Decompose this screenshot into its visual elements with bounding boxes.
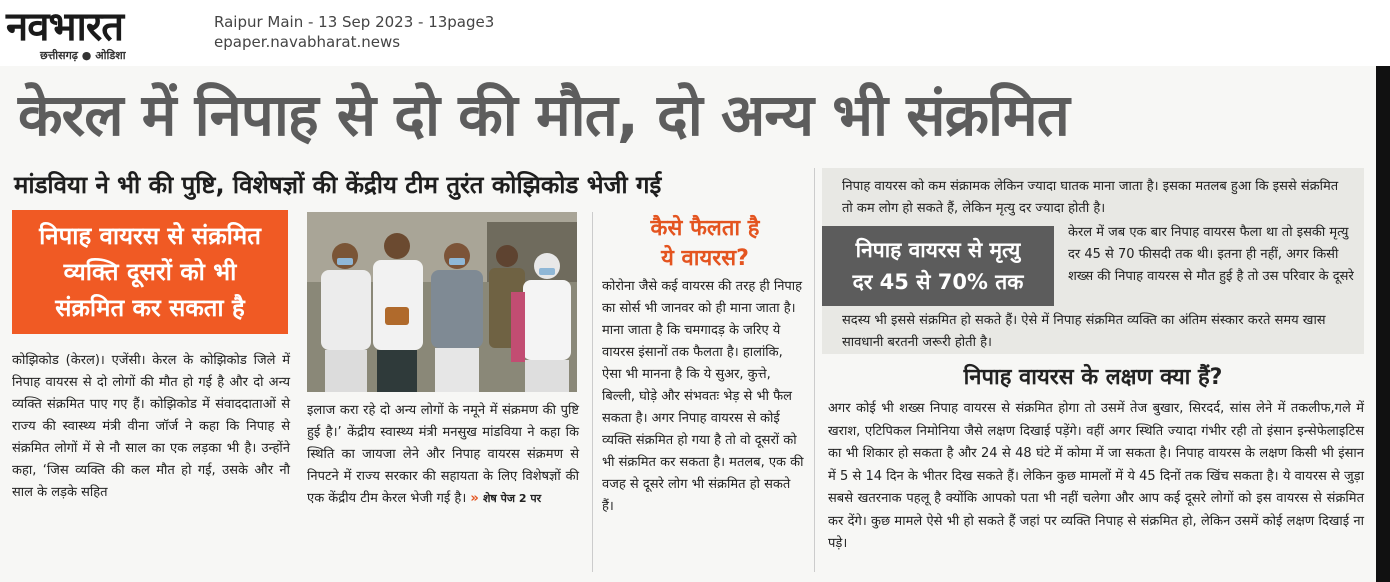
sidebar-title-line: कैसे फैलता है [650,216,760,241]
highlight-line: संक्रमित कर सकता है [55,294,245,322]
stat-callout-line: दर 45 से 70% तक [852,270,1024,294]
highlight-box [12,210,288,334]
logo-text: नवभारत [6,3,124,50]
logo-subtitle: छत्तीसगढ़ ● ओडिशा [40,49,126,62]
news-photo [307,212,577,392]
continue-arrow-icon: » [470,491,479,506]
photo-illustration [307,212,577,392]
info-box-bottom-text: सदस्य भी इससे संक्रमित हो सकते हैं। ऐसे में निपाह संक्रमित व्यक्ति का अंतिम संस्कार करते समय खास सावधानी बरतनी जरूरी होती है। [842,313,1326,350]
highlight-line: व्यक्ति दूसरों को भी [63,258,237,286]
column-divider [814,168,815,572]
highlight-line: निपाह वायरस से संक्रमित [39,222,261,250]
masthead [0,0,1390,66]
article-column-2 [307,400,579,510]
stat-callout [822,226,1054,306]
sidebar-title-line: ये वायरस? [661,246,749,271]
info-box-right-text: केरल में जब एक बार निपाह वायरस फैला था तो इसकी मृत्यु दर 45 से 70 फीसदी तक थी। इतना ही नहीं, अगर किसी शख्स की निपाह वायरस से मौत हुई है तो उस परिवार के दूसरे [1068,225,1354,284]
edition-info: Raipur Main - 13 Sep 2023 - 13page3 [214,13,495,31]
site-url[interactable]: epaper.navabharat.news [214,33,401,51]
continued-on-page[interactable]: शेष पेज 2 पर [482,492,542,505]
sub-headline: मांडविया ने भी की पुष्टि, विशेषज्ञों की केंद्रीय टीम तुरंत कोझिकोड भेजी गई [14,171,662,199]
article-column-1: कोझिकोड (केरल)। एजेंसी। केरल के कोझिकोड जिले में निपाह वायरस से दो लोगों की मौत हो गई है और दो अन्य व्यक्ति संक्रमित पाए गए हैं। कोझिकोड में संवाददाताओं से राज्य की स्वास्थ्य मंत्री वीना जॉर्ज ने कहा कि निपाह से संक्रमित लोगों में से नौ साल का एक लड़का भी है। उन्होंने कहा, ‘जिस व्यक्ति की कल मौत हो गई, उसके और नौ साल के लड़के सहित [12,353,290,500]
stat-callout-line: निपाह वायरस से मृत्यु [855,238,1021,262]
sidebar-body: कोरोना जैसे कई वायरस की तरह ही निपाह का सोर्स भी जानवर को ही माना जाता है। माना जाता है कि चमगादड़ के जरिए ये वायरस इंसानों तक फैलता है। हालांकि, ऐसा भी मानना है कि ये सुअर, कुत्ते, बिल्ली, घोड़े और संभवतः भेड़ से भी फैल सकता है। अगर निपाह वायरस से कोई व्यक्ति संक्रमित हो गया है तो वो दूसरों को भी संक्रमित कर सकता है। मतलब, एक की वजह से दूसरे लोग भी संक्रमित हो सकते हैं। [602,279,804,514]
page-headline: केरल में निपाह से दो की मौत, दो अन्य भी संक्रमित [18,81,1069,149]
scrollbar[interactable] [1376,66,1390,582]
sidebar-title [600,214,810,274]
newspaper-logo[interactable] [6,4,202,62]
article-column-2-text: इलाज करा रहे दो अन्य लोगों के नमूने में संक्रमण की पुष्टि हुई है।’ केंद्रीय स्वास्थ्य मंत्री मनसुख मांडविया ने कहा कि स्थिति का जायजा लेने और निपाह वायरस संक्रमण से निपटने में राज्य सरकार की सहायता के लिए विशेषज्ञों की एक केंद्रीय टीम केरल भेजी गई है। [307,403,579,506]
symptoms-heading: निपाह वायरस के लक्षण क्या हैं? [963,365,1223,390]
info-box-top-text: निपाह वायरस को कम संक्रामक लेकिन ज्यादा घातक माना जाता है। इसका मतलब हुआ कि इससे संक्रमित तो कम लोग हो सकते हैं, लेकिन मृत्यु दर ज्यादा होती है। [842,179,1339,216]
column-divider [592,212,593,572]
symptoms-body: अगर कोई भी शख्स निपाह वायरस से संक्रमित होगा तो उसमें तेज बुखार, सिरदर्द, सांस लेने में तकलीफ,गले में खराश, एटिपिकल निमोनिया जैसे लक्षण दिखाई पड़ेंगे। वहीं अगर स्थिति ज्यादा गंभीर रही तो इंसान इन्सेफेलाइटिस का भी शिकार हो सकता है और 24 से 48 घंटे में कोमा में जा सकता है। निपाह वायरस के लक्षण किसी भी इंसान में 5 से 14 दिन के भीतर दिख सकते हैं। लेकिन कुछ मामलों में ये 45 दिनों तक खिंच सकता है। ये वायरस से जुड़ा सबसे खतरनाक पहलू है क्योंकि आपको पता भी नहीं चलेगा और आप कई दूसरे लोगों को इस वायरस से संक्रमित कर देंगे। कुछ मामले ऐसे भी हो सकते हैं जहां पर व्यक्ति निपाह से संक्रमित हो, लेकिन उसमें कोई लक्षण दिखाई ना पड़े। [828,401,1364,551]
